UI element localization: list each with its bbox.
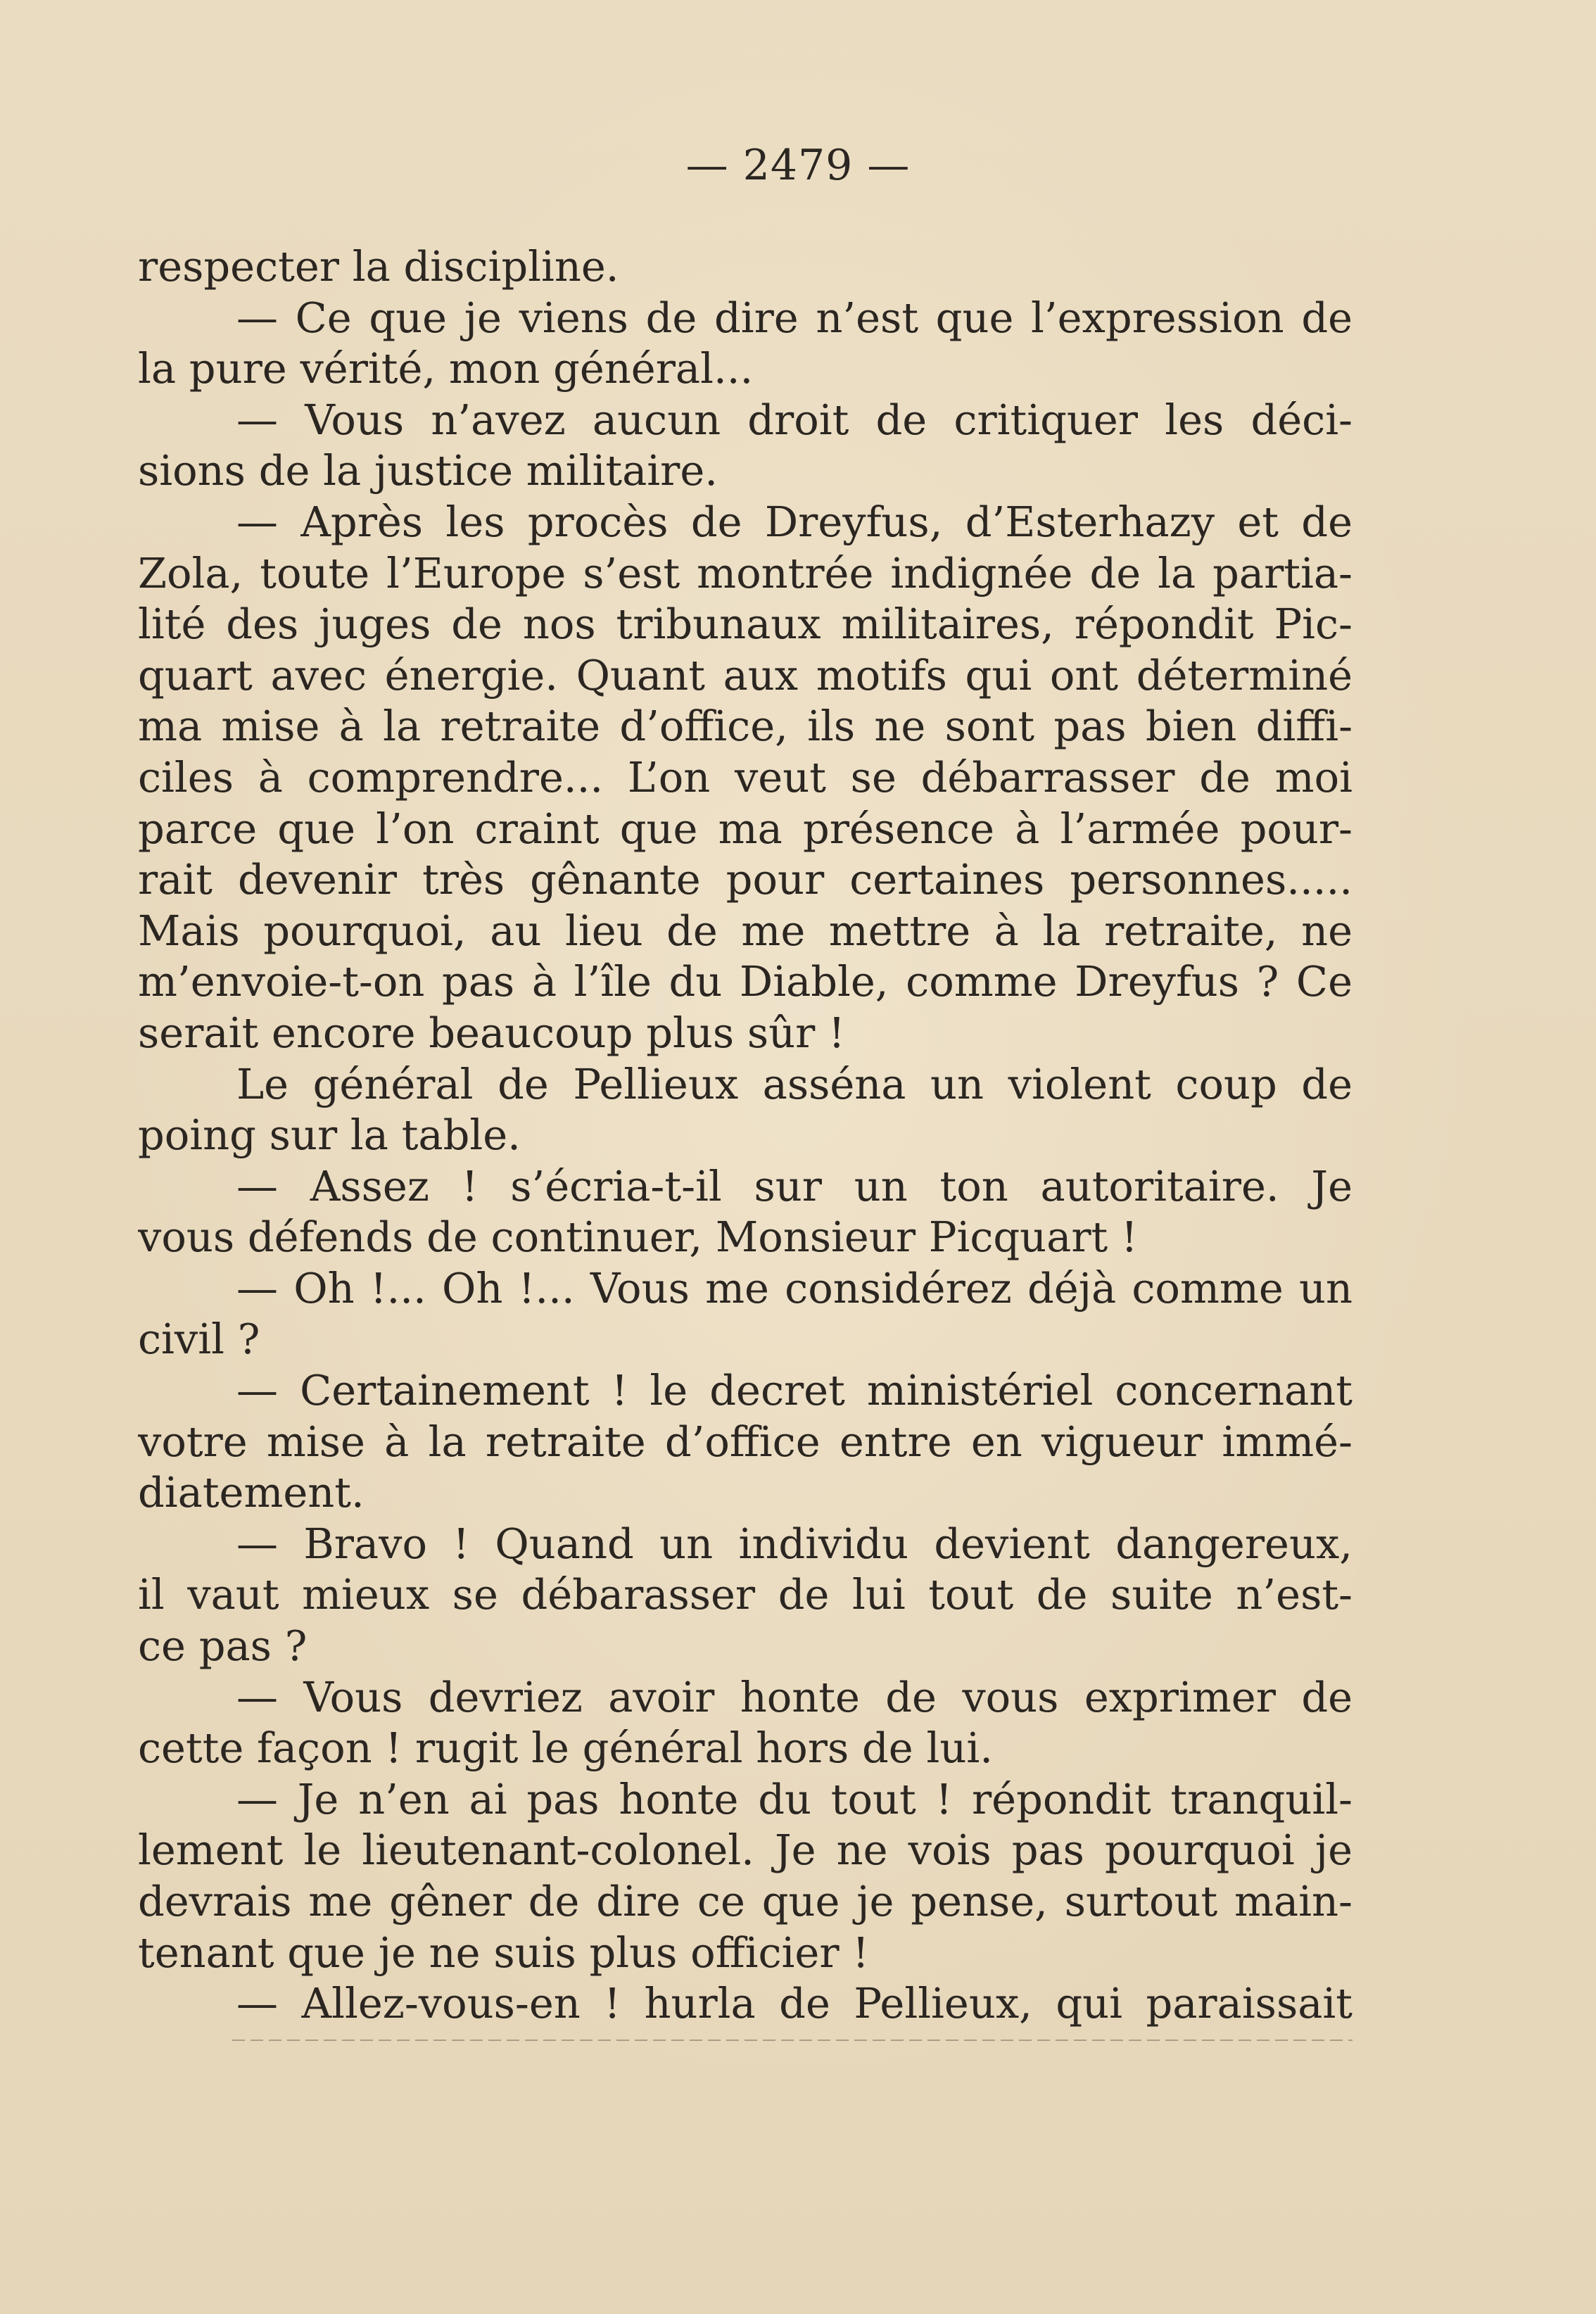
text-line: — Ce que je viens de dire n’est que l’expression de [236, 293, 1353, 342]
text-line: — Bravo ! Quand un individu devient dangereux, [236, 1519, 1353, 1568]
text-line: votre mise à la retraite d’office entre en vigueur immé- [138, 1417, 1353, 1466]
text-line: devrais me gêner de dire ce que je pense, surtout main- [138, 1877, 1353, 1926]
text-line: Mais pourquoi, au lieu de me mettre à la retraite, ne [138, 906, 1353, 955]
text-line: cette façon ! rugit le général hors de lui. [138, 1724, 993, 1773]
text-line: ma mise à la retraite d’office, ils ne sont pas bien diffi- [138, 702, 1353, 751]
text-line: il vaut mieux se débarasser de lui tout de suite n’est- [138, 1570, 1353, 1619]
text-line: respecter la discipline. [138, 242, 619, 291]
text-line: rait devenir très gênante pour certaines personnes..... [138, 855, 1353, 904]
text-line: — Vous n’avez aucun droit de critiquer les déci- [236, 395, 1353, 444]
text-block [138, 241, 1353, 2030]
page-number: — 2479 — [685, 141, 911, 190]
text-line: serait encore beaucoup plus sûr ! [138, 1008, 845, 1057]
bottom-rule [232, 2040, 1353, 2041]
text-line: — Vous devriez avoir honte de vous exprimer de [236, 1672, 1353, 1721]
text-line: poing sur la table. [138, 1111, 521, 1160]
text-line: lité des juges de nos tribunaux militaires, répondit Pic- [138, 600, 1353, 649]
text-line: — Je n’en ai pas honte du tout ! répondit tranquil- [236, 1774, 1353, 1823]
text-line: — Allez-vous-en ! hurla de Pellieux, qui paraissait [236, 1979, 1353, 2028]
text-line: quart avec énergie. Quant aux motifs qui ont déterminé [138, 650, 1353, 700]
text-line: diatement. [138, 1468, 365, 1517]
text-line: civil ? [138, 1315, 260, 1364]
text-line: Le général de Pellieux asséna un violent coup de [236, 1059, 1353, 1108]
text-line: — Certainement ! le decret ministériel concernant [236, 1366, 1353, 1415]
text-line: vous défends de continuer, Monsieur Picquart ! [138, 1213, 1138, 1262]
text-line: parce que l’on craint que ma présence à l’armée pour- [138, 804, 1353, 853]
text-line: — Assez ! s’écria-t-il sur un ton autoritaire. Je [236, 1161, 1353, 1210]
text-line: m’envoie-t-on pas à l’île du Diable, comme Dreyfus ? Ce [138, 957, 1353, 1006]
text-line: ciles à comprendre... L’on veut se débarrasser de moi [138, 752, 1353, 802]
text-line: Zola, toute l’Europe s’est montrée indignée de la partia- [138, 548, 1353, 598]
text-line: la pure vérité, mon général... [138, 344, 754, 393]
text-line: lement le lieutenant-colonel. Je ne vois pas pourquoi je [138, 1826, 1353, 1875]
text-line: tenant que je ne suis plus officier ! [138, 1928, 869, 1977]
text-line: sions de la justice militaire. [138, 446, 718, 495]
text-line: — Après les procès de Dreyfus, d’Esterhazy et de [236, 497, 1353, 546]
text-line: ce pas ? [138, 1621, 308, 1671]
text-line: — Oh !... Oh !... Vous me considérez déjà comme un [236, 1263, 1353, 1313]
